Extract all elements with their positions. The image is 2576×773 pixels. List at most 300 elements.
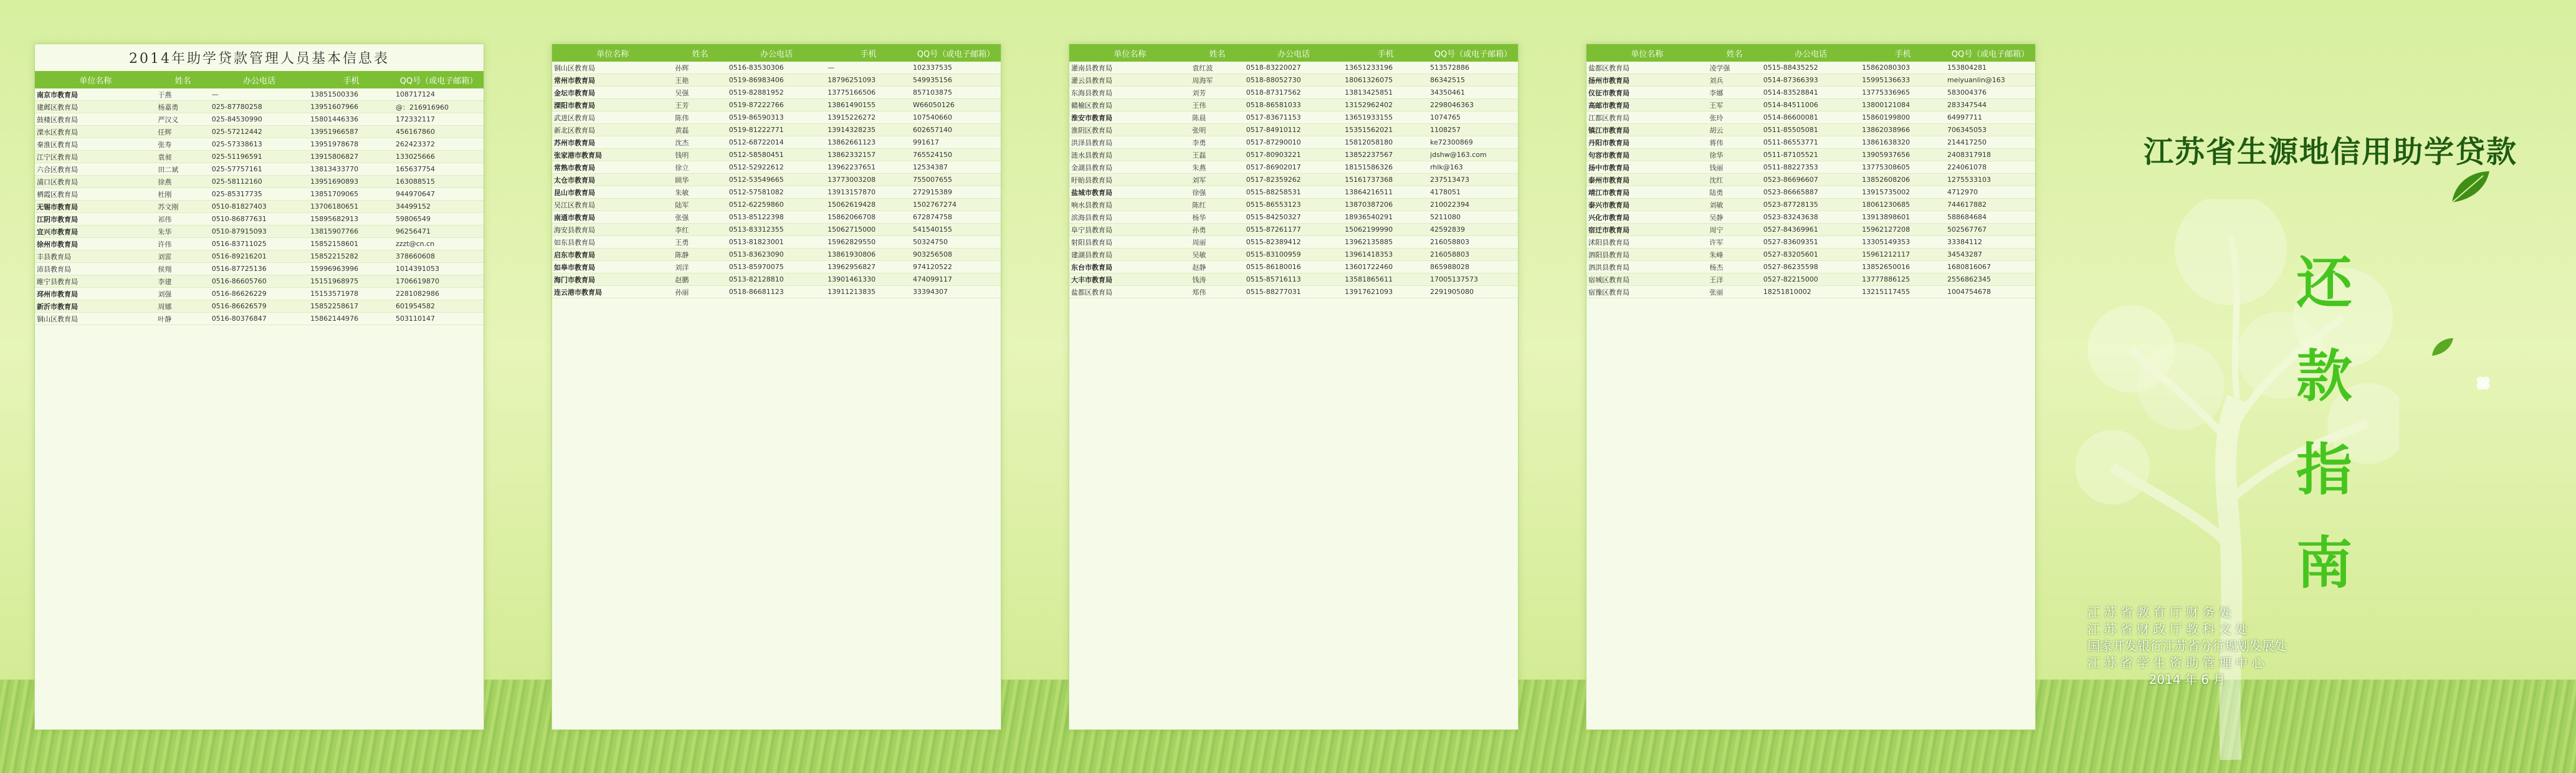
cell-office-phone: 0527-82215000 <box>1762 273 1860 286</box>
cell-office-phone: 0516-86626579 <box>210 300 308 313</box>
cell-name: 陆勇 <box>1707 186 1761 199</box>
cell-office-phone: 0518-87317562 <box>1244 87 1343 99</box>
cell-name: 刘强 <box>156 288 209 300</box>
cell-name: 张寿 <box>156 138 209 151</box>
table-row <box>1069 99 1518 111</box>
table-row <box>552 199 1001 211</box>
table-row <box>1586 286 2035 298</box>
cell-unit: 丹阳市教育局 <box>1586 136 1707 149</box>
cell-unit: 太仓市教育局 <box>552 174 673 186</box>
cell-unit: 金坛市教育局 <box>552 87 673 99</box>
cell-name: 沈杰 <box>673 136 727 149</box>
cell-office-phone: 0518-86681123 <box>727 286 826 298</box>
table-row <box>552 236 1001 249</box>
table-row <box>1586 211 2035 224</box>
cell-qq-email: 64997711 <box>1945 111 2035 124</box>
cell-office-phone: 0517-86902017 <box>1244 161 1343 174</box>
cell-unit: 大丰市教育局 <box>1069 273 1190 286</box>
cell-unit: 昆山市教育局 <box>552 186 673 199</box>
cell-mobile: 13152962402 <box>1343 99 1428 111</box>
cell-mobile: 13852237567 <box>1343 149 1428 161</box>
cell-qq-email: 59806549 <box>394 213 484 225</box>
cell-office-phone: 0518-86581033 <box>1244 99 1343 111</box>
cell-qq-email: 2408317918 <box>1945 149 2035 161</box>
table-row <box>1069 149 1518 161</box>
table-row <box>1586 261 2035 273</box>
header-qq-email: QQ号（或电子邮箱） <box>1428 44 1518 62</box>
cell-mobile: 13862332157 <box>826 149 911 161</box>
cell-qq-email: @：216916960 <box>394 101 484 113</box>
cell-mobile: 13815907766 <box>308 225 394 238</box>
table-row <box>35 313 484 325</box>
cell-unit: 扬州市教育局 <box>1586 74 1707 87</box>
cell-qq-email: 503110147 <box>394 313 484 325</box>
cell-mobile: 13914328235 <box>826 124 911 136</box>
header-name: 姓名 <box>156 71 209 88</box>
cell-name: 杨嘉勇 <box>156 101 209 113</box>
clover-icon <box>2474 374 2493 392</box>
cell-name: 苏文刚 <box>156 201 209 213</box>
table-row <box>35 151 484 163</box>
cell-unit: 兴化市教育局 <box>1586 211 1707 224</box>
cell-unit: 连云港市教育局 <box>552 286 673 298</box>
cell-name: 孙辉 <box>673 62 727 74</box>
cell-qq-email: zzzt@cn.cn <box>394 238 484 250</box>
cell-office-phone: 0519-86983406 <box>727 74 826 87</box>
table-row <box>552 149 1001 161</box>
cell-mobile: 13581865611 <box>1343 273 1428 286</box>
cell-office-phone: 0515-85716113 <box>1244 273 1343 286</box>
cell-name: 王磊 <box>1190 149 1244 161</box>
guide-char: 款 <box>2296 344 2352 409</box>
cell-mobile: 13962237651 <box>826 161 911 174</box>
cell-mobile: 13215117455 <box>1860 286 1945 298</box>
table-header-row <box>35 71 484 88</box>
cell-name: 叶静 <box>156 313 209 325</box>
cell-unit: 南京市教育局 <box>35 88 156 101</box>
cell-office-phone: 0523-86696607 <box>1762 174 1860 186</box>
cell-name: 陈红 <box>1190 199 1244 211</box>
cell-name: 孙勇 <box>1190 224 1244 236</box>
cell-mobile: 13813425851 <box>1343 87 1428 99</box>
cell-qq-email: 272915389 <box>911 186 1001 199</box>
cell-unit: 泗洪县教育局 <box>1586 261 1707 273</box>
cell-mobile: 13777886125 <box>1860 273 1945 286</box>
cell-office-phone: 0516-83711025 <box>210 238 308 250</box>
cell-mobile: 13915226272 <box>826 111 911 124</box>
cell-unit: 吴江区教育局 <box>552 199 673 211</box>
cell-mobile: 13861930806 <box>826 249 911 261</box>
cell-office-phone: 0517-87290010 <box>1244 136 1343 149</box>
cell-mobile: 15961212117 <box>1860 249 1945 261</box>
cell-mobile: 13901461330 <box>826 273 911 286</box>
cell-mobile: 13852650016 <box>1860 261 1945 273</box>
cell-mobile: 15161737368 <box>1343 174 1428 186</box>
cell-qq-email: 903256508 <box>911 249 1001 261</box>
header-unit: 单位名称 <box>35 71 156 88</box>
cell-mobile: 13775308605 <box>1860 161 1945 174</box>
table-header-row <box>1586 44 2035 62</box>
cell-office-phone: 025-51196591 <box>210 151 308 163</box>
cell-mobile: 15996963996 <box>308 263 394 275</box>
cell-qq-email: 1502767274 <box>911 199 1001 211</box>
cell-unit: 盐都区教育局 <box>1586 62 1707 74</box>
cell-unit: 镇江市教育局 <box>1586 124 1707 136</box>
cell-office-phone: 0514-83528841 <box>1762 87 1860 99</box>
cell-name: 陈静 <box>673 249 727 261</box>
issuer-list <box>2087 604 2287 688</box>
table-row <box>552 174 1001 186</box>
table-row <box>552 111 1001 124</box>
cell-qq-email: 2281082986 <box>394 288 484 300</box>
cell-name: 陈晨 <box>1190 111 1244 124</box>
cell-unit: 洪泽县教育局 <box>1069 136 1190 149</box>
table-body <box>1069 62 1518 298</box>
cover-title: 江苏省生源地信用助学贷款 <box>2144 135 2518 169</box>
cell-unit: 沭阳县教育局 <box>1586 236 1707 249</box>
cell-qq-email: 541540155 <box>911 224 1001 236</box>
header-name: 姓名 <box>673 44 727 62</box>
table-row <box>1586 124 2035 136</box>
cell-mobile: 13913157870 <box>826 186 911 199</box>
table-row <box>1069 286 1518 298</box>
cell-unit: 响水县教育局 <box>1069 199 1190 211</box>
table-row <box>35 88 484 101</box>
table-row <box>1069 224 1518 236</box>
table-row <box>1069 74 1518 87</box>
cell-name: 任辉 <box>156 126 209 138</box>
cell-unit: 无锡市教育局 <box>35 201 156 213</box>
cell-name: 钱丽 <box>1707 161 1761 174</box>
leaf-icon <box>2430 336 2455 358</box>
cell-qq-email: 502567767 <box>1945 224 2035 236</box>
cell-name: 吴静 <box>1707 211 1761 224</box>
cell-office-phone: 025-84530990 <box>210 113 308 126</box>
cell-office-phone: 0518-83220027 <box>1244 62 1343 74</box>
table-row <box>1069 87 1518 99</box>
cell-unit: 如东县教育局 <box>552 236 673 249</box>
table-row <box>552 224 1001 236</box>
cell-qq-email: 133025666 <box>394 151 484 163</box>
cell-name: 祁伟 <box>156 213 209 225</box>
cell-office-phone: 0523-83243638 <box>1762 211 1860 224</box>
cell-qq-email: 944970647 <box>394 188 484 201</box>
cell-mobile: 13813433770 <box>308 163 394 176</box>
cell-name: 王艳 <box>673 74 727 87</box>
table-row <box>1069 161 1518 174</box>
cell-office-phone: 0512-58580451 <box>727 149 826 161</box>
cell-qq-email: 86342515 <box>1428 74 1518 87</box>
cell-office-phone: 0517-83671153 <box>1244 111 1343 124</box>
cell-office-phone: 025-87780258 <box>210 101 308 113</box>
cell-name: 杨杰 <box>1707 261 1761 273</box>
cell-unit: 浦口区教育局 <box>35 176 156 188</box>
table-body <box>35 88 484 325</box>
cell-qq-email: 672874758 <box>911 211 1001 224</box>
cell-unit: 阜宁县教育局 <box>1069 224 1190 236</box>
cell-name: 田二斌 <box>156 163 209 176</box>
cell-unit: 建湖县教育局 <box>1069 249 1190 261</box>
cell-mobile: 13951690893 <box>308 176 394 188</box>
cell-office-phone: 0519-86590313 <box>727 111 826 124</box>
cell-unit: 常州市教育局 <box>552 74 673 87</box>
cell-qq-email: 513572886 <box>1428 62 1518 74</box>
cell-unit: 江宁区教育局 <box>35 151 156 163</box>
cell-office-phone: 0515-88277031 <box>1244 286 1343 298</box>
cell-office-phone: 0515-83100959 <box>1244 249 1343 261</box>
contact-table-panel-4 <box>1586 44 2036 730</box>
cell-mobile: 13961418353 <box>1343 249 1428 261</box>
cell-office-phone: 0527-83609351 <box>1762 236 1860 249</box>
cell-name: 侯翔 <box>156 263 209 275</box>
cell-mobile: 13852608206 <box>1860 174 1945 186</box>
table-row <box>552 261 1001 273</box>
cell-name: 朱华 <box>156 225 209 238</box>
cell-qq-email: 583004376 <box>1945 87 2035 99</box>
cell-unit: 宿豫区教育局 <box>1586 286 1707 298</box>
header-office-phone: 办公电话 <box>210 71 308 88</box>
cell-qq-email: 107540660 <box>911 111 1001 124</box>
cell-mobile: 18936540291 <box>1343 211 1428 224</box>
cell-name: 张明 <box>1190 124 1244 136</box>
table-row <box>35 113 484 126</box>
cell-mobile: 13951966587 <box>308 126 394 138</box>
cell-office-phone: 0515-82389412 <box>1244 236 1343 249</box>
cell-unit: 赣榆区教育局 <box>1069 99 1190 111</box>
cell-mobile: 13913898601 <box>1860 211 1945 224</box>
cell-mobile: 13651933155 <box>1343 111 1428 124</box>
table-row <box>35 300 484 313</box>
cell-office-phone: 0510-81827403 <box>210 201 308 213</box>
table-row <box>552 124 1001 136</box>
cell-qq-email: 34499152 <box>394 201 484 213</box>
cell-mobile: 18151586326 <box>1343 161 1428 174</box>
cell-unit: 宜兴市教育局 <box>35 225 156 238</box>
guide-char: 南 <box>2296 531 2352 596</box>
cell-office-phone: 0527-86235598 <box>1762 261 1860 273</box>
cell-office-phone: 0523-87728135 <box>1762 199 1860 211</box>
cell-unit: 溧阳市教育局 <box>552 99 673 111</box>
cell-mobile: 13870387206 <box>1343 199 1428 211</box>
cell-name: 李红 <box>673 224 727 236</box>
cell-office-phone: 0516-86605760 <box>210 275 308 288</box>
cell-mobile: 15962829550 <box>826 236 911 249</box>
cell-name: 刘敏 <box>1707 199 1761 211</box>
cell-office-phone: 0527-84369961 <box>1762 224 1860 236</box>
cell-qq-email: W66050126 <box>911 99 1001 111</box>
header-unit: 单位名称 <box>1069 44 1190 62</box>
table-row <box>1586 111 2035 124</box>
cell-unit: 海门市教育局 <box>552 273 673 286</box>
cell-mobile: 15062619428 <box>826 199 911 211</box>
table-row <box>1586 236 2035 249</box>
table-row <box>35 250 484 263</box>
cell-office-phone: 0512-62259860 <box>727 199 826 211</box>
contact-table-3 <box>1069 44 1518 298</box>
cell-name: 许伟 <box>156 238 209 250</box>
cell-name: 沈红 <box>1707 174 1761 186</box>
cell-qq-email: 474099117 <box>911 273 1001 286</box>
cell-office-phone: 0517-82359262 <box>1244 174 1343 186</box>
cell-office-phone: 0512-68722014 <box>727 136 826 149</box>
cell-office-phone: 0512-53549665 <box>727 174 826 186</box>
cell-unit: 铜山区教育局 <box>35 313 156 325</box>
table-row <box>35 201 484 213</box>
cell-mobile: 13864216511 <box>1343 186 1428 199</box>
cell-mobile: 15852258617 <box>308 300 394 313</box>
cell-name: 徐立 <box>673 161 727 174</box>
cell-office-phone: 0515-88435252 <box>1762 62 1860 74</box>
header-unit: 单位名称 <box>552 44 673 62</box>
cell-qq-email: 153804281 <box>1945 62 2035 74</box>
table-row <box>1069 111 1518 124</box>
cell-qq-email: 108717124 <box>394 88 484 101</box>
cell-mobile: 15860199800 <box>1860 111 1945 124</box>
cell-qq-email: 1680816067 <box>1945 261 2035 273</box>
cell-office-phone: 025-85317735 <box>210 188 308 201</box>
cell-qq-email: 42592839 <box>1428 224 1518 236</box>
cell-qq-email: 1004754678 <box>1945 286 2035 298</box>
cell-name: 赵静 <box>1190 261 1244 273</box>
table-row <box>1586 149 2035 161</box>
cell-name: 孙丽 <box>673 286 727 298</box>
table-row <box>552 99 1001 111</box>
contact-table-panel-1 <box>34 44 484 730</box>
table-row <box>1069 236 1518 249</box>
table-row <box>1069 199 1518 211</box>
issue-date: 2014 年 6 月 <box>2149 672 2226 687</box>
table-row <box>1586 174 2035 186</box>
cover-page <box>2050 0 2576 773</box>
table-row <box>1069 174 1518 186</box>
cell-name: 李勇 <box>1190 136 1244 149</box>
header-qq-email: QQ号（或电子邮箱） <box>911 44 1001 62</box>
cell-unit: 武进区教育局 <box>552 111 673 124</box>
cell-name: 朱峰 <box>1707 249 1761 261</box>
table-row <box>35 238 484 250</box>
cell-office-phone: 0518-88052730 <box>1244 74 1343 87</box>
cell-office-phone: 0519-82881952 <box>727 87 826 99</box>
cell-mobile: 15852215282 <box>308 250 394 263</box>
table-row <box>552 136 1001 149</box>
table-row <box>1586 249 2035 261</box>
cell-name: 朱燕 <box>1190 161 1244 174</box>
cell-qq-email: 224061078 <box>1945 161 2035 174</box>
header-qq-email: QQ号（或电子邮箱） <box>1945 44 2035 62</box>
cell-qq-email: 283347544 <box>1945 99 2035 111</box>
header-office-phone: 办公电话 <box>1244 44 1343 62</box>
cell-qq-email: 865988028 <box>1428 261 1518 273</box>
cell-unit: 泰兴市教育局 <box>1586 199 1707 211</box>
cell-name: 刘芳 <box>1190 87 1244 99</box>
table-row <box>1069 211 1518 224</box>
table-row <box>1069 124 1518 136</box>
cell-name: 刘军 <box>1190 174 1244 186</box>
cell-qq-email: 974120522 <box>911 261 1001 273</box>
issuer-line: 江 苏 省 教 育 厅 财 务 处 <box>2087 605 2231 620</box>
table-row <box>35 213 484 225</box>
cell-qq-email: 2556862345 <box>1945 273 2035 286</box>
cell-name: 赵鹏 <box>673 273 727 286</box>
cell-office-phone: 18251810002 <box>1762 286 1860 298</box>
cell-qq-email: 456167860 <box>394 126 484 138</box>
cell-office-phone: 0514-86600081 <box>1762 111 1860 124</box>
cell-qq-email: 378660608 <box>394 250 484 263</box>
cell-unit: 南通市教育局 <box>552 211 673 224</box>
contact-table-panel-3 <box>1069 44 1519 730</box>
cell-name: 袁昶 <box>156 151 209 163</box>
cell-qq-email: 210022394 <box>1428 199 1518 211</box>
cell-unit: 江阴市教育局 <box>35 213 156 225</box>
cell-mobile: 15801446336 <box>308 113 394 126</box>
table-title: 2014年助学贷款管理人员基本信息表 <box>129 51 389 67</box>
header-qq-email: QQ号（或电子邮箱） <box>394 71 484 88</box>
cell-office-phone: 0510-87915093 <box>210 225 308 238</box>
cell-qq-email: rhlk@163 <box>1428 161 1518 174</box>
cell-office-phone: 0511-85505081 <box>1762 124 1860 136</box>
cell-name: 王勇 <box>673 236 727 249</box>
cell-qq-email: 765524150 <box>911 149 1001 161</box>
cell-office-phone: 0511-86553771 <box>1762 136 1860 149</box>
cell-name: 周丽 <box>1190 236 1244 249</box>
cell-office-phone: 025-58112160 <box>210 176 308 188</box>
cell-unit: 射阳县教育局 <box>1069 236 1190 249</box>
cell-unit: 沛县教育局 <box>35 263 156 275</box>
table-row <box>552 74 1001 87</box>
cell-unit: 金湖县教育局 <box>1069 161 1190 174</box>
cell-qq-email: 262423372 <box>394 138 484 151</box>
cell-mobile: 15862080303 <box>1860 62 1945 74</box>
cell-qq-email: 1014391053 <box>394 263 484 275</box>
cell-mobile: 13911213835 <box>826 286 911 298</box>
contact-table-2 <box>552 44 1001 298</box>
cell-name: 陆军 <box>673 199 727 211</box>
cell-unit: 灌云县教育局 <box>1069 74 1190 87</box>
table-header-row <box>1069 44 1518 62</box>
cell-unit: 新北区教育局 <box>552 124 673 136</box>
cell-qq-email: 4178051 <box>1428 186 1518 199</box>
cell-qq-email: 216058803 <box>1428 249 1518 261</box>
table-row <box>1069 249 1518 261</box>
cell-unit: 铜山区教育局 <box>552 62 673 74</box>
table-row <box>35 138 484 151</box>
cell-mobile: 13951978678 <box>308 138 394 151</box>
cell-unit: 邳州市教育局 <box>35 288 156 300</box>
cell-qq-email: 1074765 <box>1428 111 1518 124</box>
cell-unit: 泰州市教育局 <box>1586 174 1707 186</box>
cell-office-phone: 0515-86553123 <box>1244 199 1343 211</box>
cell-mobile: 13651233196 <box>1343 62 1428 74</box>
cell-office-phone: 0516-80376847 <box>210 313 308 325</box>
cell-qq-email: 744617882 <box>1945 199 2035 211</box>
cell-unit: 盱眙县教育局 <box>1069 174 1190 186</box>
contact-table-1 <box>35 71 484 325</box>
cell-unit: 丰县教育局 <box>35 250 156 263</box>
table-row <box>1586 74 2035 87</box>
cell-name: 周娜 <box>156 300 209 313</box>
cell-name: 周海军 <box>1190 74 1244 87</box>
cell-qq-email: 991617 <box>911 136 1001 149</box>
cell-mobile: 13706180651 <box>308 201 394 213</box>
cell-mobile: 13775166506 <box>826 87 911 99</box>
table-row <box>552 161 1001 174</box>
table-row <box>1069 136 1518 149</box>
cell-office-phone: 0513-81823001 <box>727 236 826 249</box>
cell-qq-email: 165637754 <box>394 163 484 176</box>
table-row <box>1069 186 1518 199</box>
cell-unit: 江都区教育局 <box>1586 111 1707 124</box>
cell-qq-email: 706345053 <box>1945 124 2035 136</box>
